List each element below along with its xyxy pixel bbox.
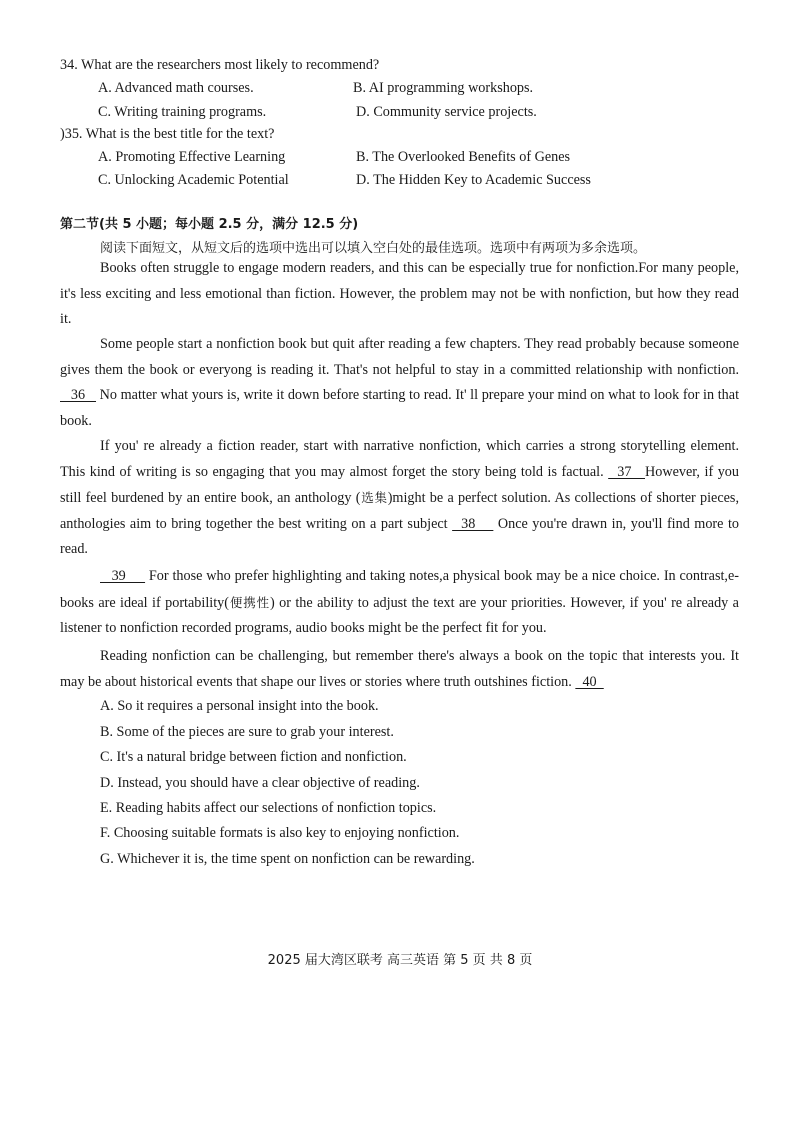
passage-paragraph-3 xyxy=(60,434,739,563)
choice-b: B. Some of the pieces are sure to grab your interest. xyxy=(100,724,394,740)
choice-a: A. So it requires a personal insight into the book. xyxy=(100,698,379,714)
choice-e: E. Reading habits affect our selections of nonfiction topics. xyxy=(100,800,437,816)
paragraph-3-chinese-gloss: 选集 xyxy=(360,490,388,505)
paragraph-3-text-c: )might be a perfect solution. As collections of shorter pieces, anthologies aim to bring together the best writing on a part subject xyxy=(60,490,739,532)
section-instruction: 阅读下面短文，从短文后的选项中选出可以填入空白处的最佳选项。选项中有两项为多余选项。 xyxy=(100,241,647,256)
q35-option-d: D. The Hidden Key to Academic Success xyxy=(356,172,591,188)
blank-37[interactable]: 37 xyxy=(608,463,645,480)
paragraph-3-text-b: However, if you still feel burdened by an entire book, an anthology ( xyxy=(60,463,739,506)
paragraph-5-text: Reading nonfiction can be challenging, but remember there's always a book on the topic that interests you. It may be about historical events that shape our lives or stories where truth outshines fiction. xyxy=(60,648,739,690)
blank-40[interactable]: 40 xyxy=(575,673,604,690)
q34-option-b: B. AI programming workshops. xyxy=(353,80,534,96)
q34-option-d: D. Community service projects. xyxy=(356,104,537,120)
passage-paragraph-1 xyxy=(60,256,739,333)
section-heading: 第二节(共 5 小题；每小题 2.5 分，满分 12.5 分) xyxy=(60,217,359,232)
paragraph-4-chinese-gloss: 便携性 xyxy=(228,594,270,610)
q35-option-c: C. Unlocking Academic Potential xyxy=(98,172,289,188)
passage-paragraph-5 xyxy=(60,644,739,695)
paragraph-2-text-a: Some people start a nonfiction book but quit after reading a few chapters. They read probably because someone gives them the book or everyong is reading it. That's not helpful to stay in a committed relationship with nonfiction. xyxy=(60,336,739,378)
paragraph-1-text: Books often struggle to engage modern readers, and this can be especially true for nonfiction.For many people, it's less exciting and less emotional than fiction. However, the problem may not be with nonfiction, but how they read it. xyxy=(60,260,739,327)
question-35: )35. What is the best title for the text? xyxy=(60,126,275,142)
choice-f: F. Choosing suitable formats is also key to enjoying nonfiction. xyxy=(100,825,460,841)
choice-c: C. It's a natural bridge between fiction and nonfiction. xyxy=(100,749,407,765)
blank-39[interactable]: 39 xyxy=(100,568,146,584)
paragraph-3-text-a: If you' re already a fiction reader, start with narrative nonfiction, which carries a strong storytelling element. This kind of writing is so engaging that you may almost forget the story being told is factual. xyxy=(60,438,739,480)
q35-option-b: B. The Overlooked Benefits of Genes xyxy=(356,149,571,165)
blank-36[interactable]: 36 xyxy=(60,387,97,403)
choice-d: D. Instead, you should have a clear objective of reading. xyxy=(100,775,420,791)
paragraph-4-text-a: For those who prefer highlighting and taking notes,a physical book may be a nice choice. In contrast,e-books are ideal if portability( xyxy=(60,568,739,611)
paragraph-4-text-b: ) or the ability to adjust the text are your priorities. However, if you' re already a listener to nonfiction recorded programs, audio books might be the perfect fit for you. xyxy=(60,594,739,636)
passage-paragraph-2 xyxy=(60,332,739,434)
q34-option-c: C. Writing training programs. xyxy=(98,104,267,120)
passage-paragraph-4 xyxy=(60,564,739,642)
paragraph-2-text-b: No matter what yours is, write it down before starting to read. It' ll prepare your mind on what to look for in that book. xyxy=(60,387,740,429)
q34-option-a: A. Advanced math courses. xyxy=(98,80,254,96)
page-footer: 2025 届大湾区联考 高三英语 第 5 页 共 8 页 xyxy=(267,953,533,968)
choice-g: G. Whichever it is, the time spent on nonfiction can be rewarding. xyxy=(100,851,475,867)
question-34: 34. What are the researchers most likely to recommend? xyxy=(60,57,380,73)
paragraph-3-text-d: Once you're drawn in, you'll find more to read. xyxy=(60,515,739,557)
q35-option-a: A. Promoting Effective Learning xyxy=(98,149,286,165)
blank-38[interactable]: 38 xyxy=(452,515,494,532)
